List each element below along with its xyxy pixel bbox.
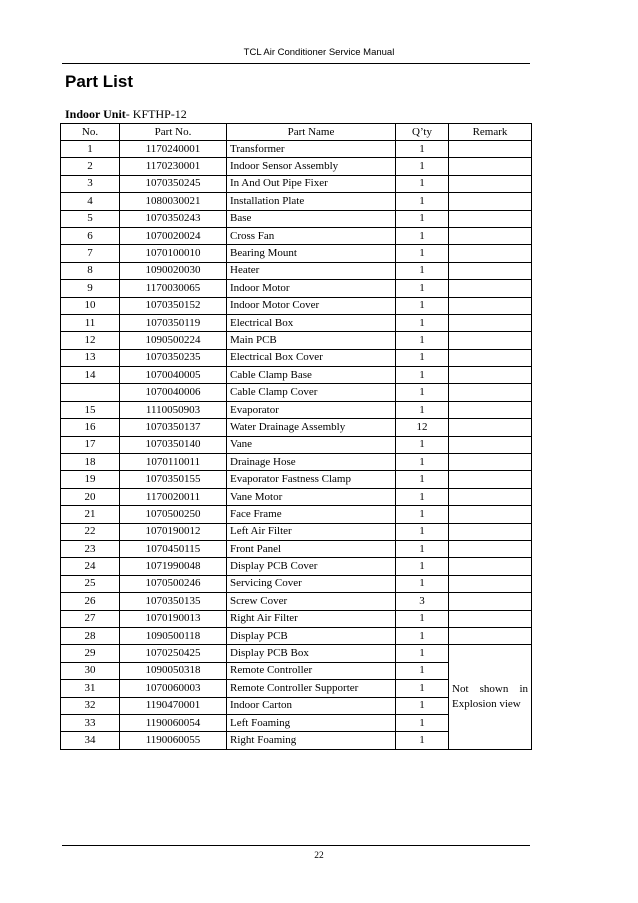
cell-part-name: Right Foaming (227, 732, 396, 749)
cell-no: 21 (61, 506, 120, 523)
cell-qty: 3 (396, 593, 449, 610)
cell-no: 18 (61, 454, 120, 471)
cell-remark (449, 210, 532, 227)
cell-no: 20 (61, 488, 120, 505)
cell-qty: 1 (396, 158, 449, 175)
cell-part-name: Left Foaming (227, 714, 396, 731)
cell-qty: 1 (396, 141, 449, 158)
cell-no: 6 (61, 227, 120, 244)
cell-qty: 1 (396, 436, 449, 453)
cell-remark (449, 419, 532, 436)
cell-qty: 1 (396, 471, 449, 488)
cell-no: 16 (61, 419, 120, 436)
cell-remark (449, 575, 532, 592)
header-title: TCL Air Conditioner Service Manual (243, 47, 395, 58)
table-row (61, 245, 532, 262)
cell-remark (449, 245, 532, 262)
cell-qty: 1 (396, 627, 449, 644)
cell-part-no: 1090500118 (120, 627, 227, 644)
cell-part-no: 1070350243 (120, 210, 227, 227)
cell-part-no: 1070350235 (120, 349, 227, 366)
cell-remark (449, 506, 532, 523)
table-row (61, 488, 532, 505)
cell-no: 9 (61, 280, 120, 297)
cell-part-no: 1090500224 (120, 332, 227, 349)
table-row (61, 262, 532, 279)
cell-qty: 1 (396, 610, 449, 627)
cell-part-name: Vane Motor (227, 488, 396, 505)
cell-part-name: Drainage Hose (227, 454, 396, 471)
cell-no: 28 (61, 627, 120, 644)
cell-qty: 1 (396, 454, 449, 471)
cell-qty: 1 (396, 506, 449, 523)
cell-remark (449, 540, 532, 557)
cell-remark (449, 367, 532, 384)
cell-qty: 1 (396, 384, 449, 401)
cell-part-no: 1070500246 (120, 575, 227, 592)
cell-part-name: Water Drainage Assembly (227, 419, 396, 436)
cell-qty: 1 (396, 697, 449, 714)
table-row (61, 454, 532, 471)
cell-qty: 1 (396, 297, 449, 314)
cell-part-name: Vane (227, 436, 396, 453)
page-number: 22 (314, 851, 324, 861)
cell-qty: 1 (396, 193, 449, 210)
cell-part-no: 1170020011 (120, 488, 227, 505)
cell-part-name: Indoor Carton (227, 697, 396, 714)
cell-remark (449, 280, 532, 297)
cell-no: 15 (61, 401, 120, 418)
cell-part-name: Left Air Filter (227, 523, 396, 540)
header-divider (62, 63, 530, 64)
table-row (61, 141, 532, 158)
table-row (61, 349, 532, 366)
cell-no: 14 (61, 367, 120, 384)
cell-no: 22 (61, 523, 120, 540)
cell-part-name: Cable Clamp Cover (227, 384, 396, 401)
cell-no: 1 (61, 141, 120, 158)
table-row (61, 210, 532, 227)
cell-qty: 1 (396, 314, 449, 331)
cell-part-no: 1070350135 (120, 593, 227, 610)
cell-part-name: Cable Clamp Base (227, 367, 396, 384)
cell-remark (449, 627, 532, 644)
table-header-row (61, 124, 532, 141)
cell-no: 7 (61, 245, 120, 262)
cell-part-no: 1070100010 (120, 245, 227, 262)
cell-part-name: Display PCB Cover (227, 558, 396, 575)
cell-part-no: 1070250425 (120, 645, 227, 662)
remark-line-2: Explosion view (452, 698, 521, 710)
cell-part-name: Bearing Mount (227, 245, 396, 262)
unit-label: Indoor Unit (65, 107, 126, 121)
cell-no: 13 (61, 349, 120, 366)
cell-remark (449, 488, 532, 505)
cell-part-no: 1070350152 (120, 297, 227, 314)
cell-qty: 1 (396, 575, 449, 592)
cell-qty: 1 (396, 680, 449, 697)
table-row (61, 158, 532, 175)
cell-part-name: Remote Controller Supporter (227, 680, 396, 697)
cell-part-no: 1110050903 (120, 401, 227, 418)
cell-part-no: 1070450115 (120, 540, 227, 557)
remark-line-1: Not shown in (452, 683, 528, 695)
cell-qty: 1 (396, 367, 449, 384)
cell-part-name: Main PCB (227, 332, 396, 349)
table-row (61, 193, 532, 210)
cell-part-name: Face Frame (227, 506, 396, 523)
cell-part-name: Remote Controller (227, 662, 396, 679)
cell-part-no: 1071990048 (120, 558, 227, 575)
table-row (61, 280, 532, 297)
table-row (61, 558, 532, 575)
cell-no: 12 (61, 332, 120, 349)
cell-qty: 1 (396, 662, 449, 679)
table-row (61, 367, 532, 384)
cell-part-name: Evaporator Fastness Clamp (227, 471, 396, 488)
table-row (61, 436, 532, 453)
cell-part-no: 1070060003 (120, 680, 227, 697)
cell-remark (449, 523, 532, 540)
table-row (61, 297, 532, 314)
cell-part-name: Installation Plate (227, 193, 396, 210)
cell-remark (449, 610, 532, 627)
column-header-no: No. (61, 124, 120, 141)
cell-remark (449, 436, 532, 453)
cell-qty: 1 (396, 732, 449, 749)
cell-part-no: 1090020030 (120, 262, 227, 279)
cell-part-name: In And Out Pipe Fixer (227, 175, 396, 192)
column-header-qty: Q’ty (396, 124, 449, 141)
cell-part-name: Display PCB Box (227, 645, 396, 662)
cell-remark (449, 262, 532, 279)
table-row (61, 506, 532, 523)
cell-qty: 1 (396, 175, 449, 192)
cell-no: 10 (61, 297, 120, 314)
cell-qty: 1 (396, 262, 449, 279)
cell-remark (449, 558, 532, 575)
cell-part-no: 1080030021 (120, 193, 227, 210)
table-row (61, 314, 532, 331)
table-row (61, 627, 532, 644)
cell-part-no: 1170030065 (120, 280, 227, 297)
cell-part-name: Indoor Motor (227, 280, 396, 297)
cell-no: 32 (61, 697, 120, 714)
cell-part-name: Screw Cover (227, 593, 396, 610)
cell-no: 27 (61, 610, 120, 627)
cell-remark (449, 175, 532, 192)
cell-part-name: Servicing Cover (227, 575, 396, 592)
cell-part-no: 1070350137 (120, 419, 227, 436)
cell-part-name: Transformer (227, 141, 396, 158)
cell-no: 31 (61, 680, 120, 697)
cell-part-no: 1070500250 (120, 506, 227, 523)
cell-no: 17 (61, 436, 120, 453)
cell-remark-merged (449, 645, 532, 749)
column-header-part-no: Part No. (120, 124, 227, 141)
cell-qty: 1 (396, 280, 449, 297)
table-row (61, 401, 532, 418)
column-header-part-name: Part Name (227, 124, 396, 141)
cell-no: 11 (61, 314, 120, 331)
cell-remark (449, 349, 532, 366)
cell-part-name: Indoor Motor Cover (227, 297, 396, 314)
cell-no: 25 (61, 575, 120, 592)
cell-remark (449, 471, 532, 488)
table-row (61, 175, 532, 192)
cell-qty: 1 (396, 227, 449, 244)
cell-part-name: Front Panel (227, 540, 396, 557)
cell-no (61, 384, 120, 401)
table-row (61, 540, 532, 557)
cell-qty: 1 (396, 558, 449, 575)
cell-part-no: 1070350155 (120, 471, 227, 488)
cell-no: 34 (61, 732, 120, 749)
cell-part-no: 1190470001 (120, 697, 227, 714)
table-row (61, 645, 532, 662)
cell-qty: 12 (396, 419, 449, 436)
unit-model: - KFTHP-12 (125, 107, 187, 121)
parts-table (60, 123, 532, 750)
cell-no: 24 (61, 558, 120, 575)
cell-no: 8 (61, 262, 120, 279)
table-row (61, 227, 532, 244)
cell-no: 19 (61, 471, 120, 488)
table-row (61, 593, 532, 610)
cell-remark (449, 297, 532, 314)
table-row (61, 332, 532, 349)
cell-remark (449, 314, 532, 331)
table-row (61, 575, 532, 592)
cell-part-no: 1190060055 (120, 732, 227, 749)
column-header-remark: Remark (449, 124, 532, 141)
cell-no: 5 (61, 210, 120, 227)
cell-part-no: 1070190013 (120, 610, 227, 627)
cell-part-no: 1070110011 (120, 454, 227, 471)
cell-part-name: Cross Fan (227, 227, 396, 244)
table-row (61, 523, 532, 540)
cell-remark (449, 227, 532, 244)
cell-remark (449, 401, 532, 418)
cell-no: 33 (61, 714, 120, 731)
cell-part-name: Electrical Box (227, 314, 396, 331)
cell-no: 2 (61, 158, 120, 175)
cell-part-no: 1070350119 (120, 314, 227, 331)
cell-remark (449, 384, 532, 401)
cell-remark (449, 593, 532, 610)
cell-qty: 1 (396, 332, 449, 349)
cell-remark (449, 454, 532, 471)
cell-part-name: Heater (227, 262, 396, 279)
cell-qty: 1 (396, 210, 449, 227)
cell-remark (449, 193, 532, 210)
cell-no: 29 (61, 645, 120, 662)
cell-part-no: 1170230001 (120, 158, 227, 175)
table-row (61, 471, 532, 488)
cell-no: 4 (61, 193, 120, 210)
table-row (61, 610, 532, 627)
cell-part-name: Base (227, 210, 396, 227)
cell-qty: 1 (396, 349, 449, 366)
cell-remark (449, 141, 532, 158)
page-title: Part List (65, 72, 134, 91)
parts-table-body (61, 141, 532, 750)
cell-qty: 1 (396, 401, 449, 418)
cell-part-no: 1070040006 (120, 384, 227, 401)
cell-part-name: Evaporator (227, 401, 396, 418)
cell-qty: 1 (396, 245, 449, 262)
cell-part-no: 1070040005 (120, 367, 227, 384)
cell-no: 30 (61, 662, 120, 679)
cell-qty: 1 (396, 540, 449, 557)
cell-no: 23 (61, 540, 120, 557)
cell-part-no: 1170240001 (120, 141, 227, 158)
cell-part-no: 1090050318 (120, 662, 227, 679)
cell-remark (449, 158, 532, 175)
cell-no: 26 (61, 593, 120, 610)
footer-divider (62, 845, 530, 846)
cell-qty: 1 (396, 714, 449, 731)
cell-part-name: Indoor Sensor Assembly (227, 158, 396, 175)
cell-part-name: Electrical Box Cover (227, 349, 396, 366)
cell-qty: 1 (396, 645, 449, 662)
cell-part-name: Display PCB (227, 627, 396, 644)
cell-qty: 1 (396, 523, 449, 540)
cell-qty: 1 (396, 488, 449, 505)
cell-part-no: 1070350140 (120, 436, 227, 453)
cell-no: 3 (61, 175, 120, 192)
cell-part-no: 1070350245 (120, 175, 227, 192)
cell-part-name: Right Air Filter (227, 610, 396, 627)
table-row (61, 384, 532, 401)
cell-remark (449, 332, 532, 349)
cell-part-no: 1190060054 (120, 714, 227, 731)
unit-subtitle (65, 107, 187, 122)
cell-part-no: 1070190012 (120, 523, 227, 540)
cell-part-no: 1070020024 (120, 227, 227, 244)
table-row (61, 419, 532, 436)
